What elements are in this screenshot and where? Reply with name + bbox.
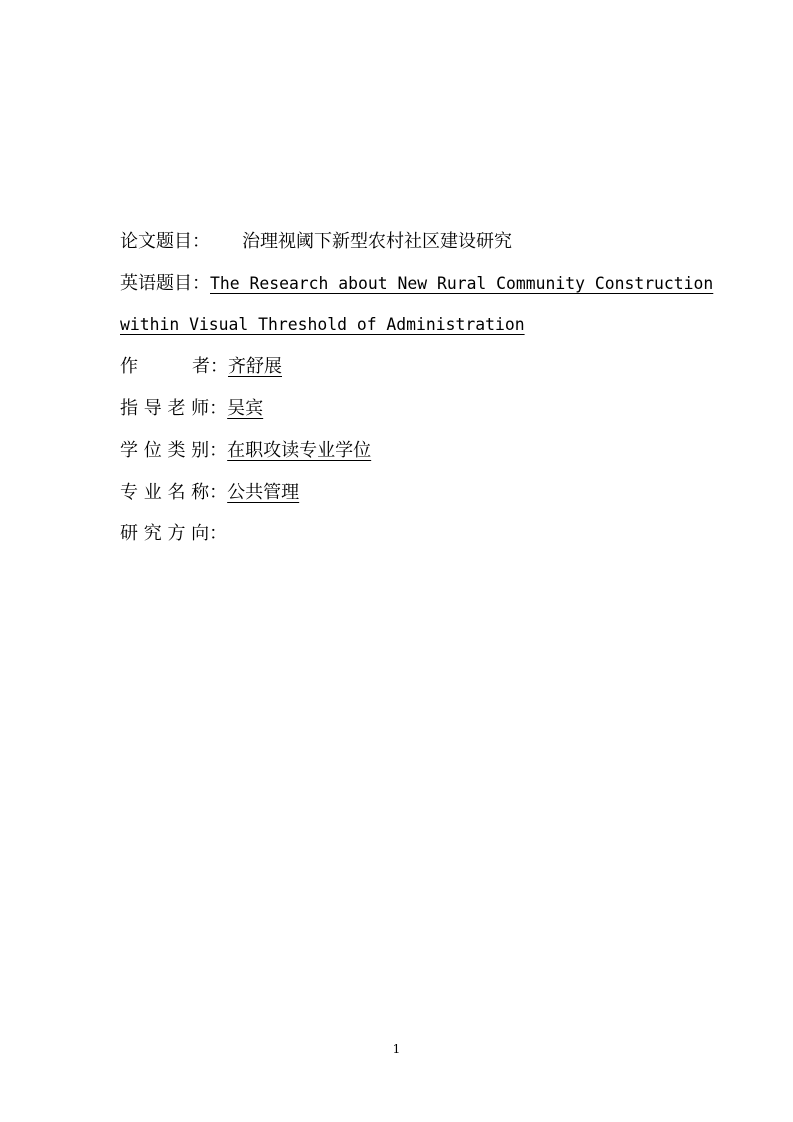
author-value: 齐舒展 xyxy=(228,356,282,377)
thesis-title-value: 治理视阈下新型农村社区建设研究 xyxy=(242,231,512,252)
research-direction-row xyxy=(120,523,227,545)
degree-type-label: 学 位 类 别： xyxy=(120,440,228,461)
thesis-title-row xyxy=(120,231,512,253)
english-title-line1: The Research about New Rural Community Construction xyxy=(210,274,714,293)
english-title-label: 英语题目： xyxy=(120,273,210,294)
degree-type-row xyxy=(120,440,371,462)
advisor-label: 指 导 老 师： xyxy=(120,398,228,419)
english-title-row-2 xyxy=(120,314,525,336)
advisor-value: 吴宾 xyxy=(227,398,264,419)
research-direction-label: 研 究 方 向： xyxy=(120,523,228,544)
major-row xyxy=(120,482,299,504)
advisor-row xyxy=(120,398,263,420)
author-label: 作 者： xyxy=(120,356,228,377)
page-number: 1 xyxy=(392,1042,401,1056)
major-value: 公共管理 xyxy=(227,482,300,503)
thesis-title-label: 论文题目： xyxy=(120,231,210,252)
english-title-line2: within Visual Threshold of Administration xyxy=(120,315,525,334)
major-label: 专 业 名 称： xyxy=(120,482,228,503)
author-row xyxy=(120,356,282,378)
english-title-row xyxy=(120,273,713,295)
degree-type-value: 在职攻读专业学位 xyxy=(227,440,372,461)
